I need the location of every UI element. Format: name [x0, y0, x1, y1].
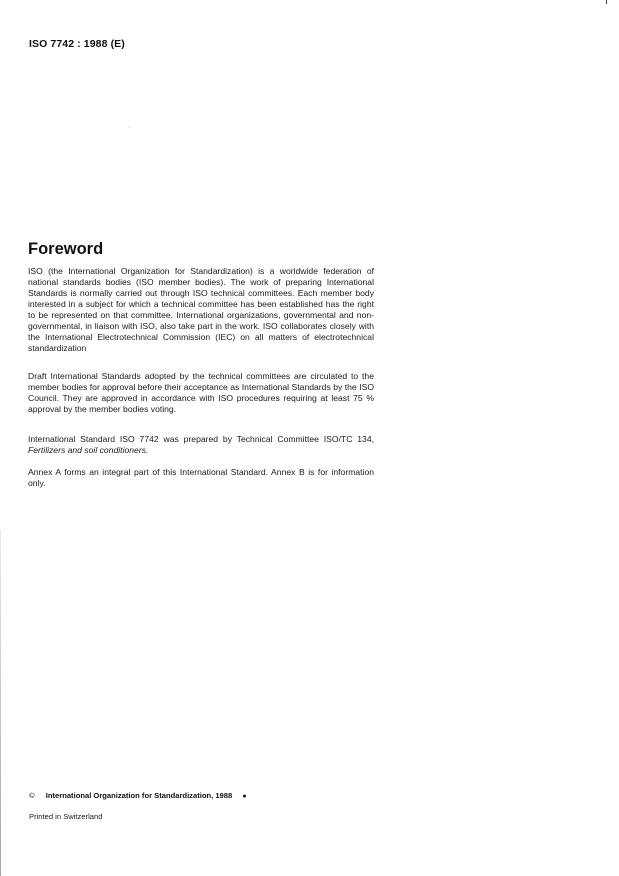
foreword-paragraph-draft-standards: Draft International Standards adopted by the technical committees are circulated to the member bodies for approval before their acceptance as International Standards by the ISO Council. They are approved in accordance with ISO procedures requiring at least 75 % approval by the member bodies voting.	[28, 371, 374, 414]
foreword-paragraph-prepared-by	[28, 434, 374, 456]
printed-in-note: Printed in Switzerland	[29, 812, 103, 821]
document-id-header: ISO 7742 : 1988 (E)	[29, 38, 125, 50]
page-edge-shadow	[0, 530, 1, 876]
scan-corner-mark	[606, 0, 607, 4]
scan-speck	[129, 127, 130, 128]
foreword-paragraph-annex-note: Annex A forms an integral part of this International Standard. Annex B is for information only.	[28, 467, 374, 488]
prepared-by-text: International Standard ISO 7742 was prepared by Technical Committee ISO/TC 134,	[28, 434, 374, 444]
copyright-line	[29, 791, 247, 800]
foreword-paragraph-iso-intro: ISO (the International Organization for Standardization) is a worldwide federation of national standards bodies (ISO member bodies). The work of preparing International Standards is normally carried out through ISO technical committees. Each member body interested in a subject for which a technical committee has been established has the right to be represented on that committee. International organizations, governmental and non-governmental, in liaison with ISO, also take part in the work. ISO collaborates closely with the International Electrotechnical Commission (IEC) on all matters of electrotechnical standardization	[28, 266, 374, 353]
bullet-icon: ●	[242, 793, 247, 800]
copyright-text: International Organization for Standardization, 1988	[45, 791, 233, 800]
committee-title: Fertilizers and soil conditioners.	[28, 445, 149, 455]
foreword-heading: Foreword	[28, 240, 104, 258]
copyright-icon: ©	[29, 791, 35, 800]
